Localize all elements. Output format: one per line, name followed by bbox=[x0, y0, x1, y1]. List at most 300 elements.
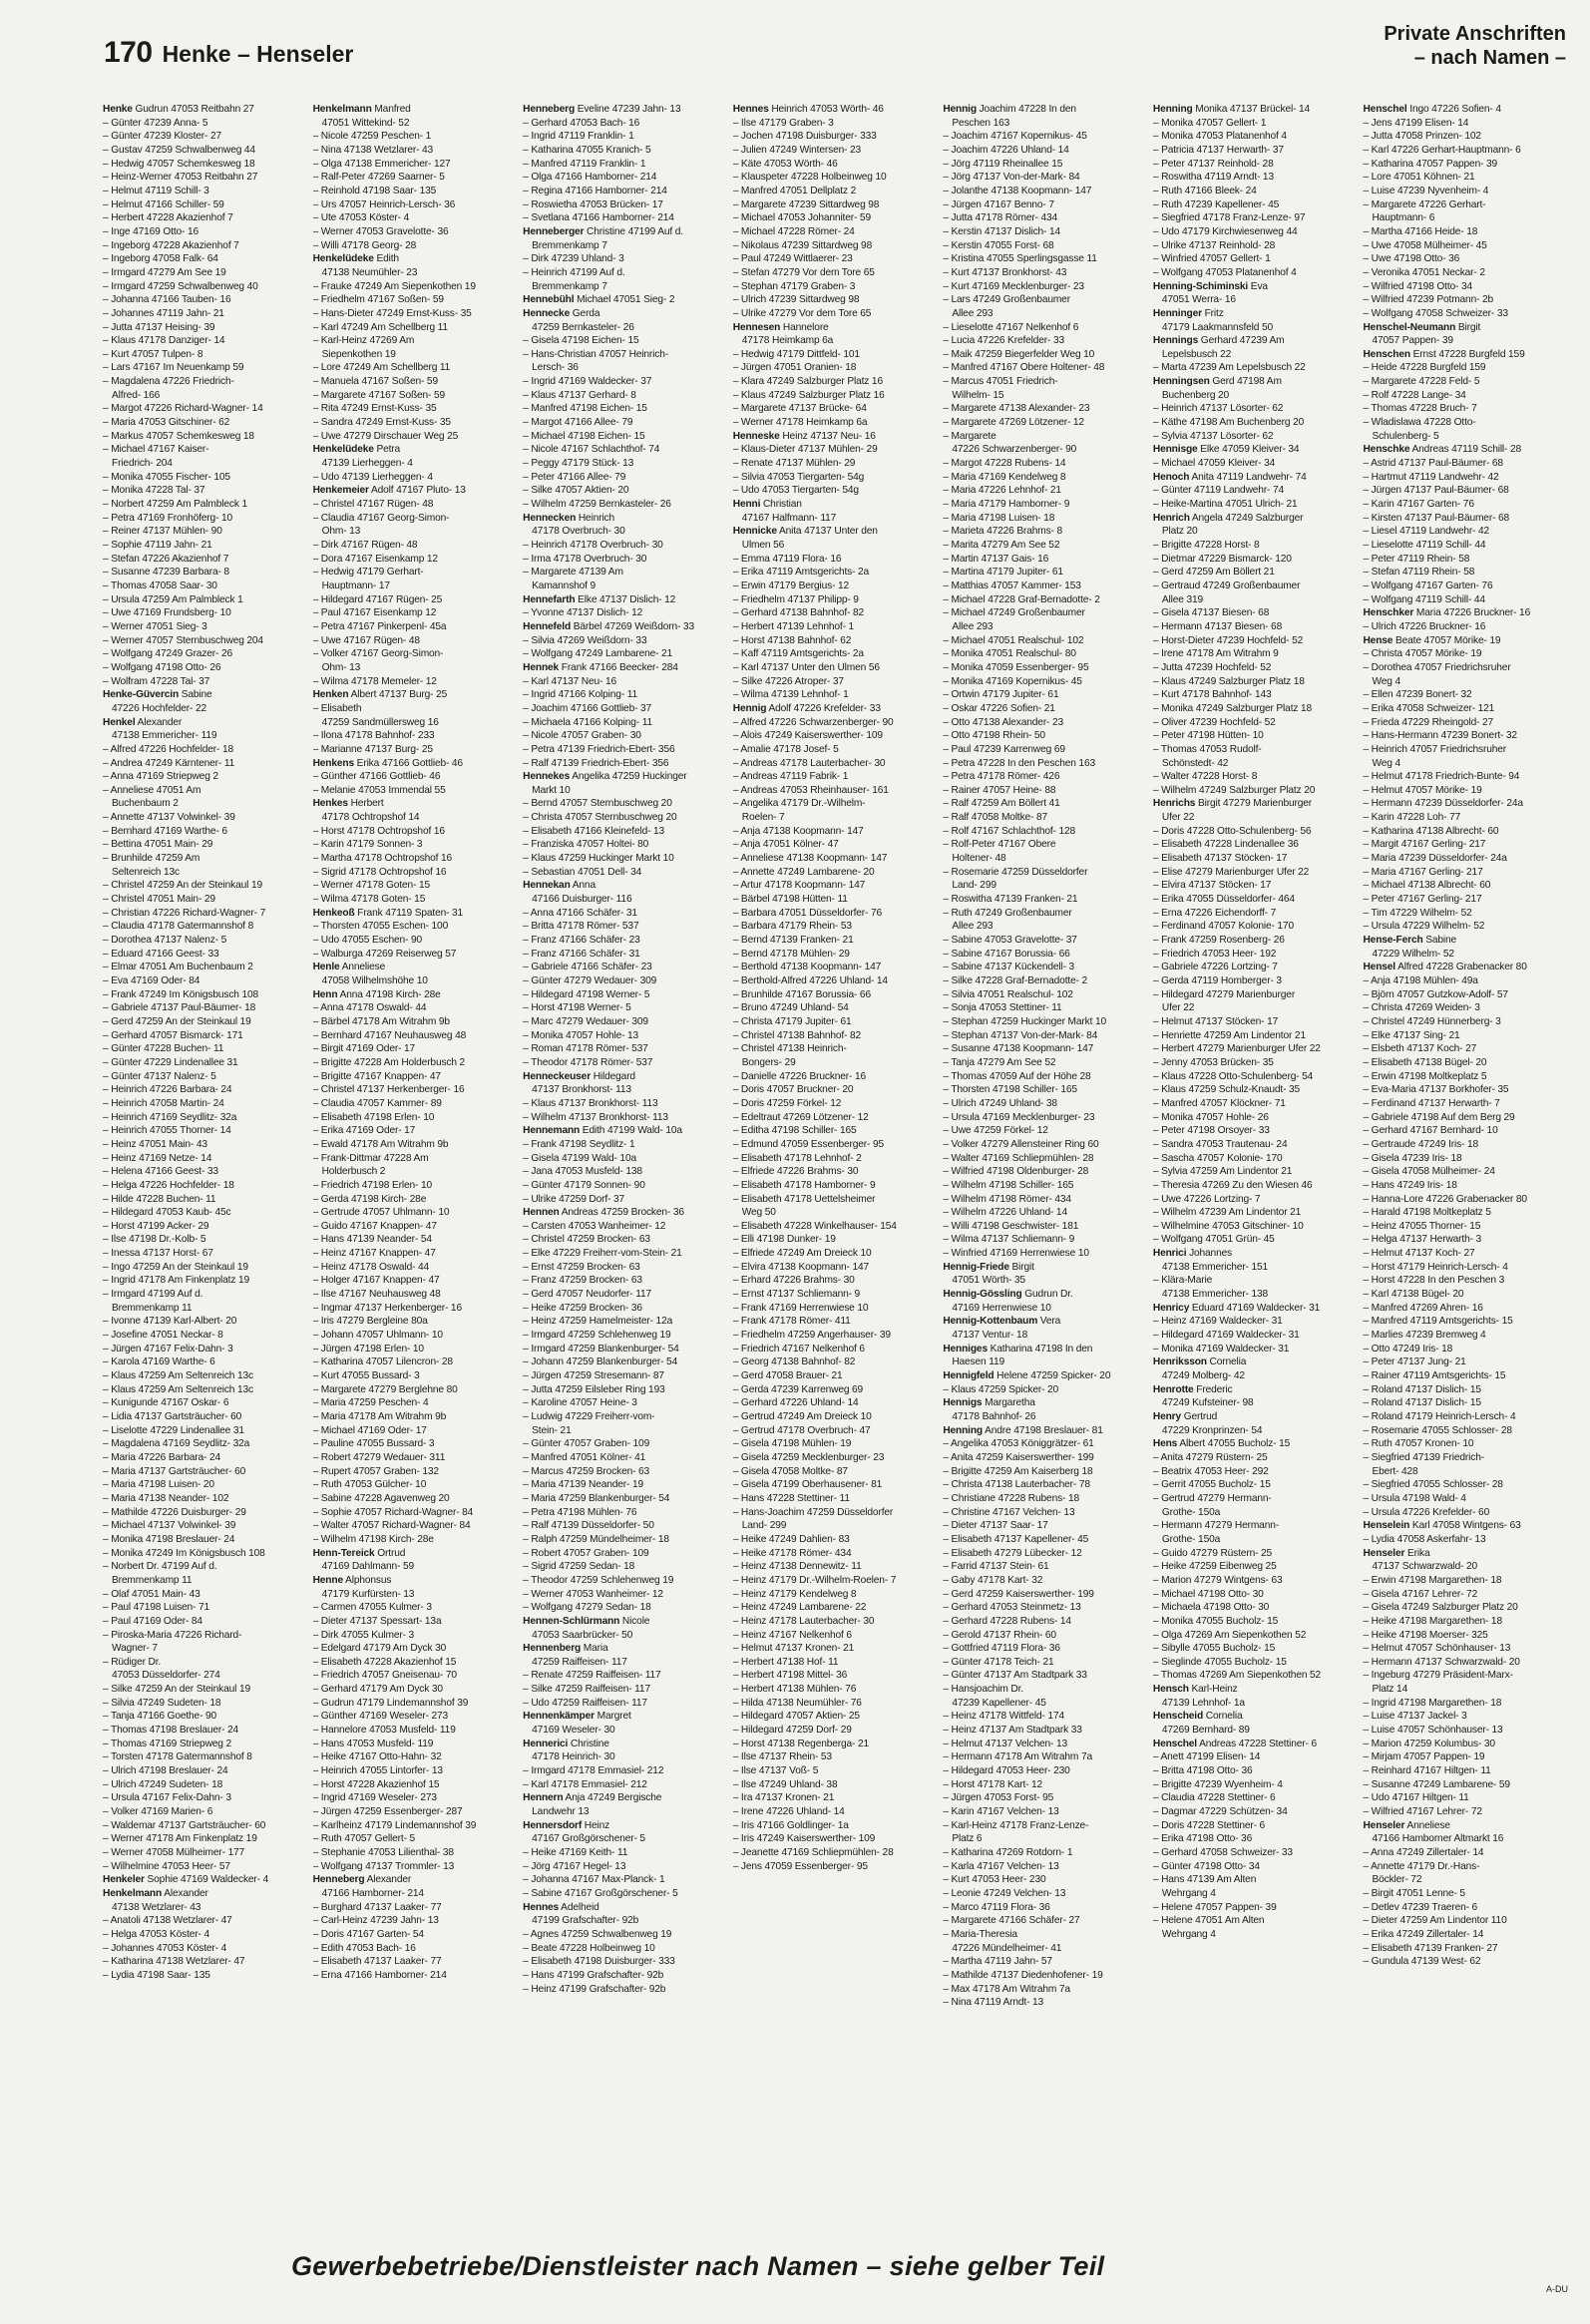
entry-continuation: 47226 Schwarzenberger- 90 bbox=[952, 444, 1077, 456]
listing-entry: – Heinrich 47055 Thorner- 14 bbox=[103, 1125, 231, 1137]
listing-entry: – Marianne 47137 Burg- 25 bbox=[312, 743, 433, 755]
listing-entry: – Peter 47166 Allee- 79 bbox=[523, 471, 626, 483]
listing-entry: – Maria 47167 Gerling- 217 bbox=[1363, 866, 1483, 878]
listing-entry: – Ilse 47179 Graben- 3 bbox=[732, 117, 834, 129]
surname-entry: Henn-Tereick Ortrud bbox=[312, 1547, 406, 1559]
listing-entry: – Irmgard 47178 Emmasiel- 212 bbox=[523, 1765, 664, 1777]
listing-entry: – Udo 47139 Lierheggen- 4 bbox=[312, 471, 433, 483]
entry-continuation: 47166 Hamborner Altmarkt 16 bbox=[1372, 1833, 1504, 1845]
listing-entry: – Gabriele 47226 Lortzing- 7 bbox=[1152, 962, 1278, 973]
listing-entry: – Roland 47137 Dislich- 15 bbox=[1363, 1397, 1481, 1409]
listing-entry: – Mirjam 47057 Pappen- 19 bbox=[1363, 1751, 1485, 1763]
listing-entry: – Johann 47057 Uhlmann- 10 bbox=[312, 1330, 443, 1342]
listing-entry: – Jochen 47198 Duisburger- 333 bbox=[732, 131, 877, 143]
entry-continuation: 47057 Pappen- 39 bbox=[1372, 335, 1453, 347]
entry-continuation: 47229 Kronprinzen- 54 bbox=[1161, 1424, 1263, 1436]
listing-entry: – Burghard 47137 Laaker- 77 bbox=[312, 1901, 442, 1913]
listing-entry: – Olga 47166 Hamborner- 214 bbox=[523, 172, 657, 184]
surname-entry: Hennefarth Elke 47137 Dislich- 12 bbox=[523, 593, 676, 605]
listing-entry: – Nicole 47259 Peschen- 1 bbox=[312, 131, 432, 143]
surname-entry: Hennicke Anita 47137 Unter den bbox=[732, 526, 878, 538]
listing-column bbox=[733, 103, 936, 2237]
listing-entry: – Ivonne 47139 Karl-Albert- 20 bbox=[103, 1316, 237, 1328]
listing-entry: – Karl 47137 Neu- 16 bbox=[523, 675, 617, 687]
listing-entry: – Karlheinz 47179 Lindemannshof 39 bbox=[312, 1819, 477, 1831]
listing-entry: – Dorothea 47137 Nalenz- 5 bbox=[103, 935, 227, 947]
listing-entry: – Horst 47138 Regenberga- 21 bbox=[732, 1738, 869, 1749]
listing-entry: – Irmgard 47259 Blankenburger- 54 bbox=[523, 1343, 679, 1355]
listing-entry: – Peggy 47179 Stück- 13 bbox=[523, 458, 634, 470]
listing-entry: – Otto 47198 Rhein- 50 bbox=[943, 730, 1045, 742]
listing-entry: – Klaus 47259 Am Seltenreich 13c bbox=[103, 1370, 253, 1382]
listing-entry: – Horst 47228 Akazienhof 15 bbox=[312, 1778, 440, 1790]
listing-entry: – Heike 47167 Otto-Hahn- 32 bbox=[312, 1751, 442, 1763]
surname-entry: Hennebühl Michael 47051 Sieg- 2 bbox=[523, 294, 675, 306]
listing-entry: – Monika 47198 Breslauer- 24 bbox=[103, 1533, 235, 1545]
listing-entry: – Günter 47228 Buchen- 11 bbox=[103, 1043, 224, 1055]
listing-entry: – Walburga 47269 Reiserweg 57 bbox=[312, 948, 457, 960]
listing-entry: – Wilhelm 47226 Uhland- 14 bbox=[943, 1207, 1067, 1219]
listing-entry: – Helene 47051 Am Alten bbox=[1152, 1915, 1265, 1927]
surname-entry: Henneberg Alexander bbox=[312, 1874, 412, 1886]
surname-entry: Hennig Joachim 47228 In den bbox=[943, 104, 1076, 115]
listing-entry: – Hermann 47137 Biesen- 68 bbox=[1152, 620, 1283, 632]
listing-entry: – Udo 47167 Hiltgen- 11 bbox=[1363, 1792, 1469, 1804]
listing-entry: – Heinz 47178 Lauterbacher- 30 bbox=[732, 1615, 875, 1627]
listing-entry: – Ingrid 47198 Margarethen- 18 bbox=[1363, 1697, 1502, 1709]
listing-entry: – Roland 47137 Dislich- 15 bbox=[1363, 1383, 1481, 1395]
listing-entry: – Wilhelm 47239 Am Lindentor 21 bbox=[1152, 1207, 1302, 1219]
listing-entry: – Ulrike 47279 Vor dem Tore 65 bbox=[732, 307, 872, 319]
listing-entry: – Paul 47198 Luisen- 71 bbox=[103, 1602, 210, 1614]
listing-entry: – Maria 47198 Luisen- 18 bbox=[943, 512, 1055, 524]
entry-continuation: 47239 Kapellener- 45 bbox=[952, 1697, 1046, 1709]
listing-entry: – Editha 47198 Schiller- 165 bbox=[732, 1125, 857, 1137]
listing-entry: – Volker 47167 Georg-Simon- bbox=[312, 648, 444, 660]
listing-entry: – Herbert 47279 Marienburger Ufer 22 bbox=[1152, 1043, 1321, 1055]
listing-entry: – Andreas 47119 Fabrik- 1 bbox=[732, 771, 849, 783]
entry-continuation: 47138 Wetzlarer- 43 bbox=[112, 1901, 201, 1913]
entry-continuation: 47167 Halfmann- 117 bbox=[741, 512, 837, 524]
listing-entry: – Nicole 47167 Schlachthof- 74 bbox=[523, 444, 660, 456]
listing-entry: – Paul 47249 Wittlaerer- 23 bbox=[732, 253, 853, 265]
listing-entry: – Wilhelmine 47053 Heer- 57 bbox=[103, 1860, 230, 1872]
listing-entry: – Gerold 47137 Rhein- 60 bbox=[943, 1629, 1056, 1641]
listing-entry: – Ralf 47139 Friedrich-Ebert- 356 bbox=[523, 757, 669, 769]
listing-entry: – Klaus 47249 Salzburger Platz 18 bbox=[1152, 675, 1305, 687]
listing-entry: – Christel 47249 Hünnerberg- 3 bbox=[1363, 1015, 1501, 1027]
entry-continuation: Landwehr 13 bbox=[532, 1806, 590, 1818]
listing-entry: – Elisabeth 47279 Lübecker- 12 bbox=[943, 1547, 1082, 1559]
listing-entry: – Monika 47169 Waldecker- 31 bbox=[1152, 1343, 1290, 1355]
listing-entry: – Annette 47137 Volwinkel- 39 bbox=[103, 812, 235, 824]
listing-entry: – Heinrich 47199 Auf d. bbox=[523, 266, 625, 278]
listing-entry: – Friedhelm 47167 Soßen- 59 bbox=[312, 294, 444, 306]
surname-entry: Henninger Fritz bbox=[1152, 307, 1224, 319]
entry-continuation: Allee 293 bbox=[952, 921, 994, 933]
entry-continuation: Weg 4 bbox=[1372, 675, 1400, 687]
listing-entry: – Margarete 47166 Schäfer- 27 bbox=[943, 1915, 1080, 1927]
listing-entry: – Wilfried 47239 Potmann- 2b bbox=[1363, 294, 1494, 306]
listing-entry: – Christa 47179 Jupiter- 61 bbox=[732, 1015, 852, 1027]
listing-entry: – Jutta 47259 Eilsleber Ring 193 bbox=[523, 1383, 665, 1395]
listing-entry: – Sabine 47167 Großgörschener- 5 bbox=[523, 1887, 678, 1899]
listing-entry: – Heike-Martina 47051 Ulrich- 21 bbox=[1152, 499, 1298, 511]
listing-entry: – Patricia 47137 Herwarth- 37 bbox=[1152, 144, 1284, 156]
entry-continuation: Ufer 22 bbox=[1161, 1002, 1195, 1014]
entry-continuation: Platz 6 bbox=[952, 1833, 983, 1845]
listing-entry: – Dirk 47167 Rügen- 48 bbox=[312, 540, 418, 551]
listing-entry: – Joachim 47167 Kopernikus- 45 bbox=[943, 131, 1087, 143]
listing-entry: – Gabriele 47137 Paul-Bäumer- 18 bbox=[103, 1002, 256, 1014]
listing-entry: – Hanna-Lore 47226 Grabenacker 80 bbox=[1363, 1193, 1527, 1205]
listing-entry: – Elsbeth 47137 Koch- 27 bbox=[1363, 1043, 1477, 1055]
listing-entry: – Michael 47137 Volwinkel- 39 bbox=[103, 1520, 236, 1532]
listing-entry: – Karin 47167 Garten- 76 bbox=[1363, 499, 1474, 511]
listing-entry: – Stefan 47119 Rhein- 58 bbox=[1363, 567, 1475, 579]
listing-entry: – Susanne 47138 Koopmann- 147 bbox=[943, 1043, 1094, 1055]
listing-entry: – Matthias 47057 Kammer- 153 bbox=[943, 580, 1081, 591]
entry-continuation: 47259 Raiffeisen- 117 bbox=[532, 1656, 627, 1668]
listing-entry: – Ilse 47167 Neuhausweg 48 bbox=[312, 1289, 441, 1301]
listing-entry: – Hermann 47137 Schwarzwald- 20 bbox=[1363, 1656, 1520, 1668]
listing-entry: – Irene 47226 Uhland- 14 bbox=[732, 1806, 845, 1818]
listing-entry: – Christel 47138 Heinrich- bbox=[732, 1043, 847, 1055]
entry-continuation: Wehrgang 4 bbox=[1161, 1928, 1216, 1940]
listing-entry: – Rainer 47057 Heine- 88 bbox=[943, 784, 1056, 796]
listing-entry: – Lars 47249 Großenbaumer bbox=[943, 294, 1070, 306]
surname-entry: Henkelmann Manfred bbox=[312, 104, 411, 115]
listing-entry: – Franz 47166 Schäfer- 23 bbox=[523, 935, 640, 947]
listing-entry: – Hans 47199 Grafschafter- 92b bbox=[523, 1969, 664, 1981]
listing-entry: – Oliver 47239 Hochfeld- 52 bbox=[1152, 716, 1276, 728]
surname-entry: Henneske Heinz 47137 Neu- 16 bbox=[732, 430, 876, 442]
listing-entry: – Herbert 47138 Mühlen- 76 bbox=[732, 1684, 857, 1696]
entry-continuation: 47199 Grafschafter- 92b bbox=[532, 1915, 639, 1927]
name-range: Henke – Henseler bbox=[162, 41, 354, 67]
listing-entry: – Emma 47119 Flora- 16 bbox=[732, 553, 842, 565]
listing-entry: – Doris 47167 Garten- 54 bbox=[312, 1928, 424, 1940]
listing-entry: – Gottfried 47119 Flora- 36 bbox=[943, 1643, 1060, 1655]
listing-entry: – Andrea 47249 Kärntener- 11 bbox=[103, 757, 235, 769]
listing-entry: – Helena 47166 Geest- 33 bbox=[103, 1166, 218, 1178]
listing-entry: – Wilfried 47198 Oldenburger- 28 bbox=[943, 1166, 1089, 1178]
listing-entry: – Ingrid 47119 Franklin- 1 bbox=[523, 131, 634, 143]
listing-entry: – Wilhelm 47259 Bernkasteler- 26 bbox=[523, 499, 671, 511]
listing-entry: – Erhard 47226 Brahms- 30 bbox=[732, 1275, 855, 1287]
listing-entry: – Robert 47279 Wedauer- 311 bbox=[312, 1451, 446, 1463]
listing-entry: – Elli 47198 Dunker- 19 bbox=[732, 1234, 836, 1246]
listing-entry: – Christine 47167 Velchen- 13 bbox=[943, 1506, 1075, 1518]
listing-entry: – Marta 47239 Am Lepelsbusch 22 bbox=[1152, 362, 1306, 374]
listing-entry: – Christel 47138 Bahnhof- 82 bbox=[732, 1029, 862, 1041]
listing-entry: – Barbara 47051 Düsseldorfer- 76 bbox=[732, 907, 882, 919]
listing-entry: – Gertraude 47249 Iris- 18 bbox=[1363, 1138, 1479, 1150]
listing-entry: – Wilhelm 47137 Bronkhorst- 113 bbox=[523, 1111, 668, 1123]
listing-entry: – Werner 47053 Gravelotte- 36 bbox=[312, 225, 449, 237]
listing-entry: – Hartmut 47119 Landwehr- 42 bbox=[1363, 471, 1499, 483]
listing-entry: – Hildegard 47167 Rügen- 25 bbox=[312, 593, 443, 605]
listing-entry: – Margarete 47269 Lötzener- 12 bbox=[943, 417, 1084, 429]
listing-entry: – Christian 47226 Richard-Wagner- 7 bbox=[103, 907, 266, 919]
listing-entry: – Thomas 47269 Am Siepenkothen 52 bbox=[1152, 1670, 1322, 1682]
listing-entry: – Martha 47166 Heide- 18 bbox=[1363, 225, 1478, 237]
listing-entry: – Helmut 47166 Schiller- 59 bbox=[103, 198, 224, 210]
surname-entry: Henkeoß Frank 47119 Spaten- 31 bbox=[312, 907, 464, 919]
listing-entry: – Elisabeth 47138 Bügel- 20 bbox=[1363, 1056, 1487, 1068]
listing-entry: – Katharina 47057 Lilencron- 28 bbox=[312, 1356, 453, 1368]
listing-entry: – Maria 47137 Gartsträucher- 60 bbox=[103, 1465, 246, 1477]
listing-entry: – Volker 47169 Marien- 6 bbox=[103, 1806, 213, 1818]
listing-entry: – Hansjoachim Dr. bbox=[943, 1684, 1023, 1696]
listing-entry: – Dirk 47055 Kulmer- 3 bbox=[312, 1629, 415, 1641]
listing-entry: – Elfriede 47226 Brahms- 30 bbox=[732, 1166, 859, 1178]
listing-entry: – Peter 47137 Reinhold- 28 bbox=[1152, 158, 1274, 170]
listing-entry: – Urs 47057 Heinrich-Lersch- 36 bbox=[312, 198, 456, 210]
listing-entry: – Ludwig 47229 Freiherr-vom- bbox=[523, 1411, 655, 1422]
listing-entry: – Kerstin 47137 Dislich- 14 bbox=[943, 225, 1061, 237]
listing-entry: – Margot 47228 Rubens- 14 bbox=[943, 458, 1066, 470]
surname-entry: Henneberg Eveline 47239 Jahn- 13 bbox=[523, 104, 681, 115]
listing-entry: – Heike 47169 Keith- 11 bbox=[523, 1847, 628, 1858]
entry-continuation: Holtener- 48 bbox=[952, 853, 1006, 865]
listing-entry: – Karoline 47057 Heine- 3 bbox=[523, 1397, 637, 1409]
listing-entry: – Regina 47166 Hamborner- 214 bbox=[523, 185, 667, 196]
listing-entry: – Monika 47057 Hohle- 13 bbox=[523, 1029, 639, 1041]
listing-entry: – Stephan 47179 Graben- 3 bbox=[732, 280, 856, 292]
listing-entry: – Heinrich 47057 Friedrichsruher bbox=[1363, 743, 1507, 755]
listing-entry: – Christa 47138 Lauterbacher- 78 bbox=[943, 1479, 1090, 1491]
page-number: 170 bbox=[104, 36, 153, 69]
listing-entry: – Ulrich 47249 Uhland- 38 bbox=[943, 1097, 1057, 1109]
listing-entry: – Günter 47178 Teich- 21 bbox=[943, 1656, 1054, 1668]
listing-entry: – Jürgen 47259 Stresemann- 87 bbox=[523, 1370, 664, 1382]
listing-entry: – Ulrich 47249 Sudeten- 18 bbox=[103, 1778, 223, 1790]
section-title-line1: Private Anschriften bbox=[1384, 23, 1566, 45]
listing-entry: – Wolfgang 47249 Lambarene- 21 bbox=[523, 648, 673, 660]
listing-entry: – Werner 47178 Goten- 15 bbox=[312, 880, 430, 892]
listing-entry: – Paul 47169 Oder- 84 bbox=[103, 1615, 202, 1627]
listing-entry: – Friedhelm 47137 Philipp- 9 bbox=[732, 593, 859, 605]
listing-entry: – Gisela 47137 Biesen- 68 bbox=[1152, 607, 1270, 619]
listing-entry: – Thomas 47169 Striepweg 2 bbox=[103, 1738, 232, 1749]
listing-entry: – Günter 47279 Wedauer- 309 bbox=[523, 975, 657, 986]
listing-entry: – Veronika 47051 Neckar- 2 bbox=[1363, 266, 1485, 278]
listing-entry: – Margarete bbox=[943, 430, 996, 442]
listing-entry: – Birgit 47169 Oder- 17 bbox=[312, 1043, 416, 1055]
surname-entry: Hennigs Margaretha bbox=[943, 1397, 1035, 1409]
listing-entry: – Klaus 47228 Otto-Schulenberg- 54 bbox=[1152, 1070, 1314, 1082]
surname-entry: Henkeler Sophie 47169 Waldecker- 4 bbox=[103, 1874, 269, 1886]
surname-entry: Hennisge Elke 47059 Kleiver- 34 bbox=[1152, 444, 1300, 456]
listing-entry: – Kirsten 47137 Paul-Bäumer- 68 bbox=[1363, 512, 1510, 524]
listing-entry: – Udo 47053 Tiergarten- 54g bbox=[732, 485, 859, 497]
listing-entry: – Stefan 47226 Akazienhof 7 bbox=[103, 553, 229, 565]
listing-entry: – Manfred 47269 Ahren- 16 bbox=[1363, 1302, 1483, 1314]
entry-continuation: 47226 Hochfelder- 22 bbox=[112, 702, 206, 714]
listing-entry: – Jutta 47178 Römer- 434 bbox=[943, 212, 1058, 224]
listing-entry: – Elisabeth 47228 Lindenallee 36 bbox=[1152, 839, 1299, 851]
surname-entry: Hennekan Anna bbox=[523, 880, 596, 892]
listing-entry: – Ute 47053 Köster- 4 bbox=[312, 212, 410, 224]
listing-entry: – Jürgen 47167 Benno- 7 bbox=[943, 198, 1054, 210]
entry-continuation: 47053 Saarbrücker- 50 bbox=[532, 1629, 633, 1641]
listing-entry: – Brunhilde 47259 Am bbox=[103, 853, 200, 865]
listing-entry: – Doris 47228 Otto-Schulenberg- 56 bbox=[1152, 825, 1312, 837]
listing-entry: – Ingrid 47166 Kolping- 11 bbox=[523, 689, 638, 701]
surname-entry: Hennerici Christine bbox=[523, 1738, 609, 1749]
listing-entry: – Johanna 47166 Tauben- 16 bbox=[103, 294, 231, 306]
listing-entry: – Maria 47178 Am Witrahm 9b bbox=[312, 1411, 447, 1422]
listing-entry: – Hildegard 47057 Aktien- 25 bbox=[732, 1711, 860, 1723]
listing-entry: – Udo 47179 Kirchwiesenweg 44 bbox=[1152, 225, 1298, 237]
listing-entry: – Maria 47053 Gitschiner- 62 bbox=[103, 417, 230, 429]
entry-continuation: Roelen- 7 bbox=[741, 812, 785, 824]
listing-entry: – Heinrich 47169 Seydlitz- 32a bbox=[103, 1111, 237, 1123]
listing-entry: – Mathilde 47137 Diedenhofener- 19 bbox=[943, 1969, 1103, 1981]
listing-entry: – Kaff 47119 Amtsgerichts- 2a bbox=[732, 648, 864, 660]
surname-entry: Henry Gertrud bbox=[1152, 1411, 1218, 1422]
listing-entry: – Hermann 47178 Am Witrahm 7a bbox=[943, 1751, 1092, 1763]
listing-entry: – Jolanthe 47138 Koopmann- 147 bbox=[943, 185, 1092, 196]
entry-continuation: Bremmenkamp 7 bbox=[532, 239, 607, 251]
listing-entry: – Henriette 47259 Am Lindentor 21 bbox=[1152, 1029, 1306, 1041]
listing-entry: – Jenny 47053 Brücken- 35 bbox=[1152, 1056, 1274, 1068]
entry-continuation: 47178 Ochtropshof 14 bbox=[321, 812, 420, 824]
listing-entry: – Danielle 47226 Bruckner- 16 bbox=[732, 1070, 867, 1082]
listing-entry: – Rüdiger Dr. bbox=[103, 1656, 162, 1668]
listing-entry: – Paul 47239 Karrenweg 69 bbox=[943, 743, 1065, 755]
listing-entry: – Lydia 47198 Saar- 135 bbox=[103, 1969, 210, 1981]
listing-entry: – Ferdinand 47137 Herwarth- 7 bbox=[1363, 1097, 1500, 1109]
entry-continuation: Seltenreich 13c bbox=[112, 866, 180, 878]
listing-entry: – Helmut 47137 Stöcken- 17 bbox=[1152, 1015, 1279, 1027]
listing-entry: – Reinhold 47198 Saar- 135 bbox=[312, 185, 437, 196]
listing-entry: – Andreas 47178 Lauterbacher- 30 bbox=[732, 757, 886, 769]
listing-entry: – Monika 47055 Bucholz- 15 bbox=[1152, 1615, 1279, 1627]
listing-entry: – Gerhard 47058 Schweizer- 33 bbox=[1152, 1847, 1293, 1858]
listing-entry: – Klaus 47259 Schulz-Knaudt- 35 bbox=[1152, 1084, 1301, 1096]
listing-entry: – Ernst 47137 Schliemann- 9 bbox=[732, 1289, 861, 1301]
listing-entry: – Michael 47138 Albrecht- 60 bbox=[1363, 880, 1491, 892]
listing-entry: – Heike 47198 Moerser- 325 bbox=[1363, 1629, 1488, 1641]
listing-entry: – Marco 47119 Flora- 36 bbox=[943, 1901, 1050, 1913]
listing-entry: – Karl 47138 Bügel- 20 bbox=[1363, 1289, 1464, 1301]
listing-entry: – Anneliese 47138 Koopmann- 147 bbox=[732, 853, 888, 865]
entry-continuation: 47269 Bernhard- 89 bbox=[1161, 1725, 1250, 1737]
listing-entry: – Ingrid 47178 Am Finkenplatz 19 bbox=[103, 1275, 249, 1287]
listing-entry: – Martha 47119 Jahn- 57 bbox=[943, 1956, 1052, 1968]
listing-entry: – Günter 47239 Kloster- 27 bbox=[103, 131, 221, 143]
entry-continuation: Land- 299 bbox=[741, 1520, 787, 1532]
surname-entry: Hennemann Edith 47199 Wald- 10a bbox=[523, 1125, 682, 1137]
listing-entry: – Stefan 47279 Vor dem Tore 65 bbox=[732, 266, 875, 278]
listing-entry: – Siegfried 47055 Schlosser- 28 bbox=[1363, 1479, 1503, 1491]
listing-entry: – Sylvia 47259 Am Lindentor 21 bbox=[1152, 1166, 1293, 1178]
listing-entry: – Carsten 47053 Wanheimer- 12 bbox=[523, 1220, 666, 1232]
listing-entry: – Edith 47053 Bach- 16 bbox=[312, 1942, 416, 1954]
listing-entry: – Siegfried 47139 Friedrich- bbox=[1363, 1451, 1484, 1463]
listing-entry: – Heinz 47199 Grafschafter- 92b bbox=[523, 1983, 666, 1995]
entry-continuation: 47178 Overbruch- 30 bbox=[532, 526, 625, 538]
entry-continuation: Wagner- 7 bbox=[112, 1643, 158, 1655]
listing-entry: – Wilfried 47167 Lehrer- 72 bbox=[1363, 1806, 1482, 1818]
listing-entry: – Michael 47228 Römer- 24 bbox=[732, 225, 855, 237]
surname-entry: Hennes Heinrich 47053 Wörth- 46 bbox=[732, 104, 884, 115]
listing-entry: – Carmen 47055 Kulmer- 3 bbox=[312, 1602, 432, 1614]
listing-entry: – Ira 47137 Kronen- 21 bbox=[732, 1792, 835, 1804]
listing-entry: – Renate 47259 Raiffeisen- 117 bbox=[523, 1670, 661, 1682]
listing-entry: – Anna 47249 Zillertaler- 14 bbox=[1363, 1847, 1484, 1858]
listing-entry: – Björn 47057 Gutzkow-Adolf- 57 bbox=[1363, 988, 1508, 1000]
listing-entry: – Bernhard 47169 Warthe- 6 bbox=[103, 825, 227, 837]
listing-entry: – Elisabeth 47137 Kapellener- 45 bbox=[943, 1533, 1089, 1545]
listing-entry: – Gerda 47198 Kirch- 28e bbox=[312, 1193, 427, 1205]
listing-entry: – Ursula 47259 Am Palmbleck 1 bbox=[103, 593, 243, 605]
listing-entry: – Bruno 47249 Uhland- 54 bbox=[732, 1002, 849, 1014]
listing-entry: – Margarete 47226 Gerhart- bbox=[1363, 198, 1486, 210]
listing-entry: – Ruth 47053 Gülcher- 10 bbox=[312, 1479, 427, 1491]
listing-entry: – Sophie 47057 Richard-Wagner- 84 bbox=[312, 1506, 474, 1518]
entry-continuation: Buchenbaum 2 bbox=[112, 798, 179, 810]
listing-entry: – Hans-Christian 47057 Heinrich- bbox=[523, 348, 668, 360]
surname-entry: Hense-Ferch Sabine bbox=[1363, 935, 1457, 947]
listing-entry: – Berthold-Alfred 47226 Uhland- 14 bbox=[732, 975, 888, 986]
entry-continuation: Holderbusch 2 bbox=[321, 1166, 386, 1178]
listing-entry: – Claudia 47167 Georg-Simon- bbox=[312, 512, 450, 524]
listing-entry: – Werner 47053 Wanheimer- 12 bbox=[523, 1588, 663, 1600]
listing-entry: – Guido 47279 Rüstern- 25 bbox=[1152, 1547, 1273, 1559]
listing-entry: – Margot 47166 Allee- 79 bbox=[523, 417, 633, 429]
listing-entry: – Rosemarie 47055 Schlosser- 28 bbox=[1363, 1424, 1512, 1436]
listing-entry: – Berthold 47138 Koopmann- 147 bbox=[732, 962, 882, 973]
surname-entry: Hennings Gerhard 47239 Am bbox=[1152, 335, 1285, 347]
listing-entry: – Heinrich 47178 Overbruch- 30 bbox=[523, 540, 663, 551]
listing-column bbox=[103, 103, 305, 2237]
listing-entry: – Heinz 47167 Nelkenhof 6 bbox=[732, 1629, 852, 1641]
listing-entry: – Petra 47169 Fronhöferg- 10 bbox=[103, 512, 233, 524]
listing-entry: – Liesel 47119 Landwehr- 42 bbox=[1363, 526, 1490, 538]
listing-entry: – Gerd 47259 An der Steinkaul 19 bbox=[103, 1015, 251, 1027]
listing-entry: – Peter 47198 Hütten- 10 bbox=[1152, 730, 1264, 742]
listing-entry: – Ulrike 47137 Reinhold- 28 bbox=[1152, 239, 1276, 251]
surname-entry: Hensch Karl-Heinz bbox=[1152, 1684, 1238, 1696]
listing-entry: – Ursula 47198 Wald- 4 bbox=[1363, 1492, 1466, 1504]
section-title-line2: – nach Namen – bbox=[1413, 47, 1566, 69]
listing-entry: – Bernd 47139 Franken- 21 bbox=[732, 935, 854, 947]
surname-entry: Hennecke Gerda bbox=[523, 307, 600, 319]
listing-entry: – Jutta 47058 Prinzen- 102 bbox=[1363, 131, 1481, 143]
listing-entry: – Annette 47179 Dr.-Hans- bbox=[1363, 1860, 1480, 1872]
listing-entry: – Jens 47059 Essenberger- 95 bbox=[732, 1860, 868, 1872]
surname-entry: Hennenkämper Margret bbox=[523, 1711, 631, 1723]
listing-entry: – Ulrich 47198 Breslauer- 24 bbox=[103, 1765, 228, 1777]
surname-entry: Henkelüdeke Edith bbox=[312, 253, 399, 265]
listing-entry: – Marita 47279 Am See 52 bbox=[943, 540, 1060, 551]
listing-entry: – Ingrid 47169 Waldecker- 37 bbox=[523, 376, 652, 388]
listing-entry: – Dora 47167 Eisenkamp 12 bbox=[312, 553, 438, 565]
listing-entry: – Friedhelm 47259 Angerhauser- 39 bbox=[732, 1330, 891, 1342]
listing-entry: – Marlies 47239 Bremweg 4 bbox=[1363, 1330, 1486, 1342]
listing-entry: – Franz 47166 Schäfer- 31 bbox=[523, 948, 640, 960]
listing-entry: – Stephanie 47053 Lilienthal- 38 bbox=[312, 1847, 454, 1858]
entry-continuation: Lersch- 36 bbox=[532, 362, 579, 374]
listing-entry: – Silke 47259 An der Steinkaul 19 bbox=[103, 1684, 250, 1696]
listing-entry: – Christa 47269 Weiden- 3 bbox=[1363, 1002, 1480, 1014]
listing-entry: – Günter 47057 Graben- 109 bbox=[523, 1438, 650, 1450]
listing-entry: – Jürgen 47167 Felix-Dahn- 3 bbox=[103, 1343, 233, 1355]
listing-entry: – Helmut 47178 Friedrich-Bunte- 94 bbox=[1363, 771, 1520, 783]
